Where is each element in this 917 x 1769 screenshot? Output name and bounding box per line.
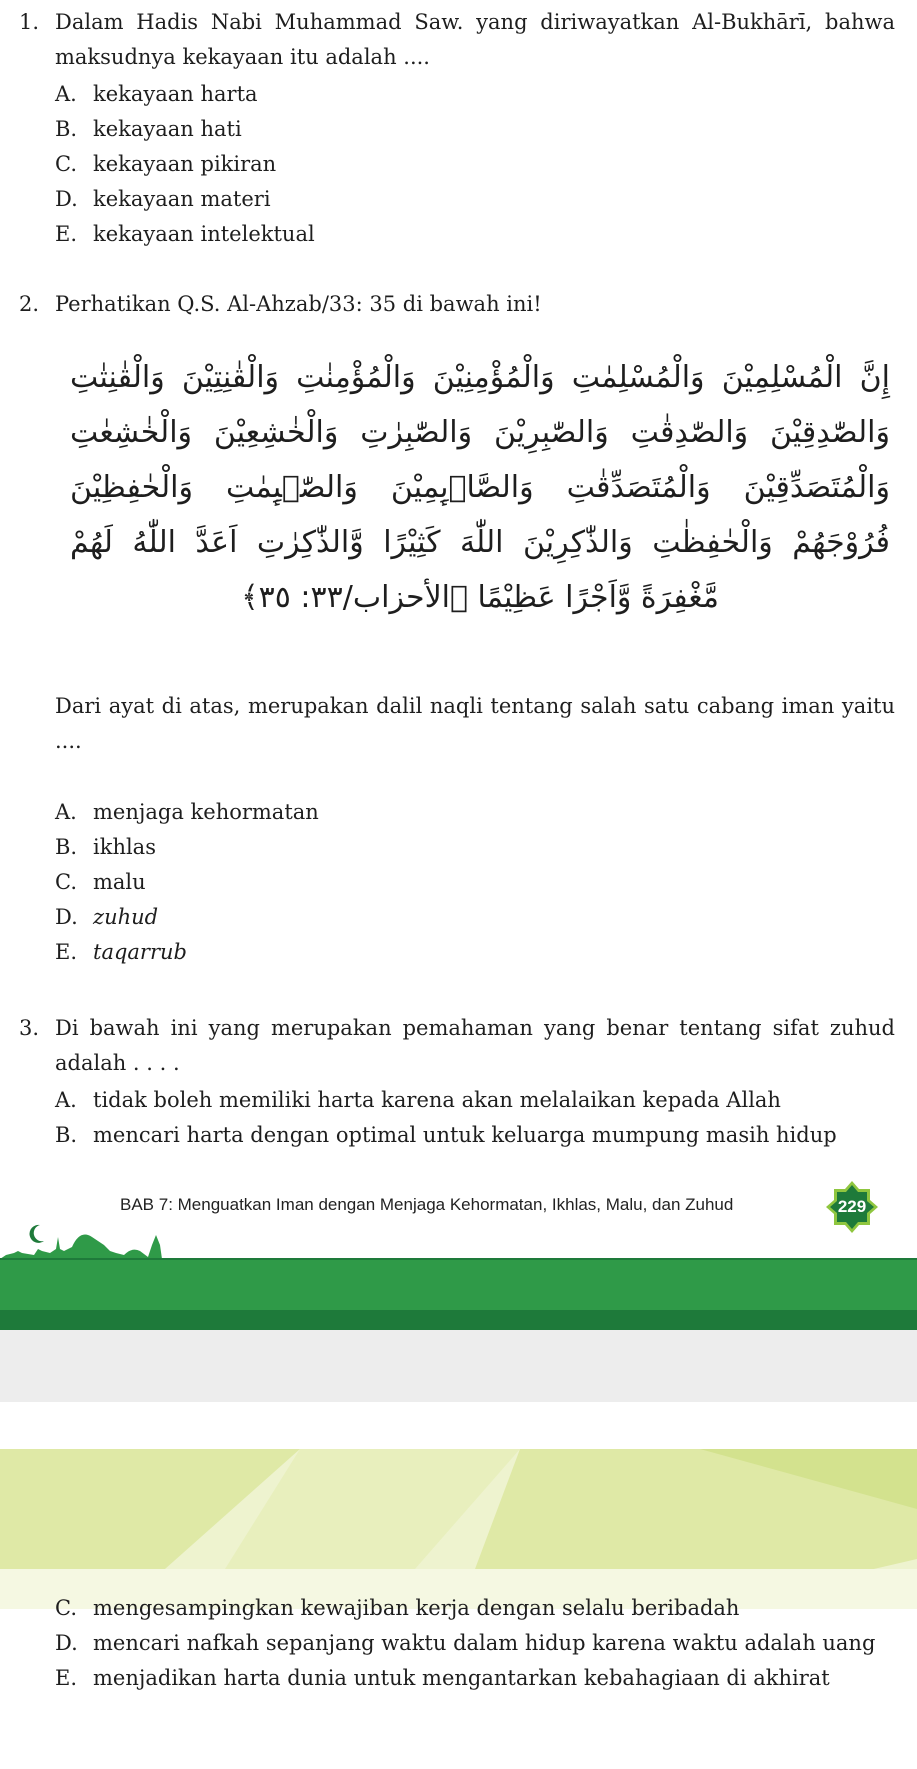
option-text: ikhlas <box>93 835 156 859</box>
option-d[interactable] <box>55 1626 895 1661</box>
question-number: 3. <box>19 1016 40 1040</box>
question-text: Dalam Hadis Nabi Muhammad Saw. yang diriwayatkan Al-Bukhārī, bahwa maksudnya kekayaan itu adalah .... <box>55 10 895 69</box>
option-d[interactable] <box>55 182 905 217</box>
chapter-title-footer: BAB 7: Menguatkan Iman dengan Menjaga Kehormatan, Ikhlas, Malu, dan Zuhud <box>120 1195 734 1214</box>
option-text: mencari harta dengan optimal untuk keluarga mumpung masih hidup <box>93 1123 837 1147</box>
option-text: mengesampingkan kewajiban kerja dengan selalu beribadah <box>93 1596 740 1620</box>
question-3-continued <box>55 1591 895 1696</box>
option-letter: A. <box>55 82 77 106</box>
option-letter: E. <box>55 1666 78 1690</box>
options-list <box>55 77 905 252</box>
option-text: kekayaan hati <box>93 117 242 141</box>
option-c[interactable] <box>55 147 905 182</box>
option-text: zuhud <box>93 905 159 929</box>
option-text: taqarrub <box>93 940 187 964</box>
question-number: 1. <box>19 10 40 34</box>
quran-verse-arabic: إِنَّ الْمُسْلِمِيْنَ وَالْمُسْلِمٰتِ وَالْمُؤْمِنِيْنَ وَالْمُؤْمِنٰتِ وَالْقٰنِتِيْنَ وَالْقٰنِتٰتِ وَالصّٰدِقِيْنَ وَالصّٰدِقٰتِ وَالصّٰبِرِيْنَ وَالصّٰبِرٰتِ وَالْخٰشِعِيْنَ وَالْخٰشِعٰتِ وَالْمُتَصَدِّقِيْنَ وَالْمُتَصَدِّقٰتِ وَالصَّاۤىِٕمِيْنَ وَالصّٰۤىِٕمٰتِ وَالْحٰفِظِيْنَ فُرُوْجَهُمْ وَالْحٰفِظٰتِ وَالذّٰكِرِيْنَ اللّٰهَ كَثِيْرًا وَّالذّٰكِرٰتِ اَعَدَّ اللّٰهُ لَهُمْ مَّغْفِرَةً وَّاَجْرًا عَظِيْمًا ﴿الأحزاب/٣٣: ٣٥﴾ <box>70 360 890 615</box>
option-letter: D. <box>55 187 78 211</box>
option-b[interactable] <box>55 112 905 147</box>
option-text: kekayaan intelektual <box>93 222 315 246</box>
option-letter: D. <box>55 905 78 929</box>
option-text: mencari nafkah sepanjang waktu dalam hidup karena waktu adalah uang <box>93 1631 876 1655</box>
option-letter: E. <box>55 222 78 246</box>
option-a[interactable] <box>55 795 905 830</box>
option-d[interactable] <box>55 900 905 935</box>
question-prompt: Dari ayat di atas, merupakan dalil naqli tentang salah satu cabang iman yaitu .... <box>55 694 895 753</box>
option-letter: A. <box>55 1088 77 1112</box>
option-a[interactable] <box>55 77 905 112</box>
option-letter: C. <box>55 152 77 176</box>
question-text: Di bawah ini yang merupakan pemahaman yang benar tentang sifat zuhud adalah . . . . <box>55 1016 895 1075</box>
option-letter: A. <box>55 800 77 824</box>
option-text: kekayaan pikiran <box>93 152 277 176</box>
mosque-silhouette-banner <box>0 1215 917 1330</box>
option-text: malu <box>93 870 146 894</box>
option-b[interactable] <box>55 1118 905 1153</box>
options-list <box>55 1083 905 1153</box>
option-b[interactable] <box>55 830 905 865</box>
option-letter: C. <box>55 1596 77 1620</box>
option-text: menjaga kehormatan <box>93 800 319 824</box>
decorative-background <box>0 1449 917 1609</box>
option-text: kekayaan harta <box>93 82 258 106</box>
option-c[interactable] <box>55 865 905 900</box>
question-text: Perhatikan Q.S. Al-Ahzab/33: 35 di bawah ini! <box>55 292 542 316</box>
option-text: kekayaan materi <box>93 187 271 211</box>
option-letter: E. <box>55 940 78 964</box>
option-e[interactable] <box>55 217 905 252</box>
option-c[interactable] <box>55 1591 895 1626</box>
option-e[interactable] <box>55 1661 895 1696</box>
option-a[interactable] <box>55 1083 905 1118</box>
option-letter: C. <box>55 870 77 894</box>
question-number: 2. <box>19 292 40 316</box>
option-letter: B. <box>55 835 78 859</box>
options-list <box>55 795 905 970</box>
option-text: menjadikan harta dunia untuk mengantarkan kebahagiaan di akhirat <box>93 1666 830 1690</box>
option-letter: B. <box>55 1123 78 1147</box>
page-gap <box>0 1330 917 1402</box>
option-letter: B. <box>55 117 78 141</box>
option-text: tidak boleh memiliki harta karena akan melalaikan kepada Allah <box>93 1088 781 1112</box>
page-number: 229 <box>837 1197 867 1216</box>
book-page-continuation <box>0 1402 917 1769</box>
option-e[interactable] <box>55 935 905 970</box>
option-letter: D. <box>55 1631 78 1655</box>
